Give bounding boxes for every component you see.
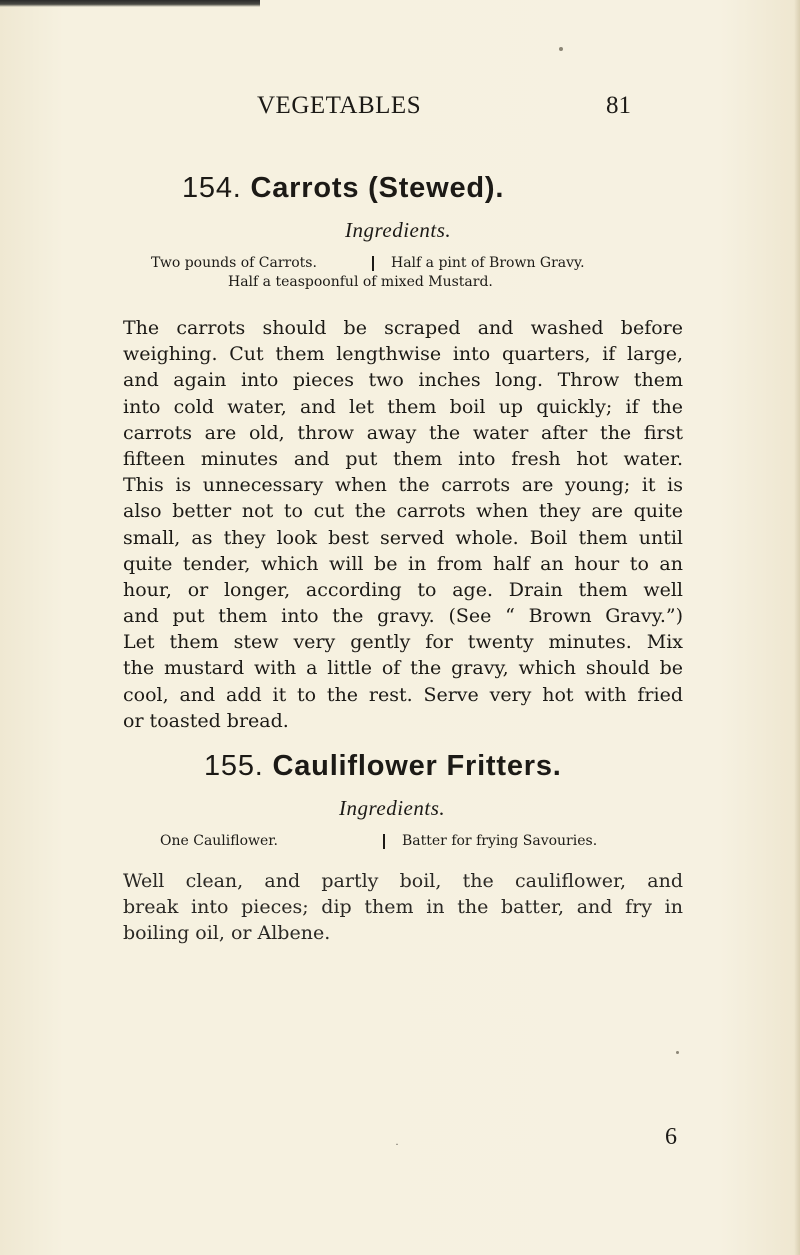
- text-line: and again into pieces two inches long. Throw them: [123, 369, 683, 392]
- text-line: also better not to cut the carrots when they are quite: [123, 500, 683, 523]
- marginal-tick: ·: [395, 1137, 399, 1151]
- text-line: small, as they look best served whole. Boil them until: [123, 526, 683, 549]
- text-line: The carrots should be scraped and washed before: [123, 317, 683, 339]
- paper-speck: [676, 1051, 679, 1054]
- running-head: [0, 92, 800, 124]
- text-line: weighing. Cut them lengthwise into quarters, if large,: [123, 343, 683, 366]
- text-line: into cold water, and let them boil up quickly; if the: [123, 395, 683, 418]
- text-line: quite tender, which will be in from half an hour to an: [123, 552, 683, 575]
- text-line: Well clean, and partly boil, the cauliflower, and: [123, 870, 683, 892]
- recipe-154-method: [123, 315, 683, 734]
- recipe-154-name: Carrots (Stewed).: [250, 172, 505, 204]
- recipe-155-method: [123, 868, 683, 947]
- recipe-155-title: [204, 750, 562, 783]
- recipe-154-ingredient-2: Half a pint of Brown Gravy.: [391, 255, 585, 271]
- text-line: This is unnecessary when the carrots are young; it is: [123, 474, 683, 497]
- recipe-154-ingredients-heading: Ingredients.: [345, 218, 452, 242]
- page-top-edge-shadow: [0, 0, 260, 7]
- text-line: hour, or longer, according to age. Drain them well: [123, 578, 683, 601]
- recipe-154-ingredient-3: Half a teaspoonful of mixed Mustard.: [228, 274, 493, 290]
- text-line: and put them into the gravy. (See “ Brown Gravy.”): [123, 605, 683, 628]
- paper-speck: [559, 47, 563, 51]
- text-line: the mustard with a little of the gravy, which should be: [123, 657, 683, 680]
- recipe-155-number: 155.: [204, 750, 264, 782]
- page-number: 81: [606, 92, 631, 119]
- page-right-edge: [794, 0, 800, 1255]
- recipe-155-ingredient-2: Batter for frying Savouries.: [402, 833, 598, 849]
- text-line: cool, and add it to the rest. Serve very hot with fried: [123, 683, 683, 706]
- running-head-title: VEGETABLES: [257, 92, 422, 119]
- recipe-155-ingredients-heading: Ingredients.: [339, 796, 446, 820]
- recipe-154-ingredient-1: Two pounds of Carrots.: [151, 255, 317, 271]
- text-line: Let them stew very gently for twenty minutes. Mix: [123, 631, 683, 654]
- recipe-155-ingredient-1: One Cauliflower.: [160, 833, 278, 849]
- text-line: or toasted bread.: [123, 709, 289, 732]
- ingredient-column-divider: [383, 834, 385, 849]
- recipe-154-number: 154.: [182, 172, 242, 204]
- text-line: carrots are old, throw away the water after the first: [123, 421, 683, 444]
- ingredient-column-divider: [372, 256, 374, 271]
- text-line: boiling oil, or Albene.: [123, 922, 331, 945]
- text-line: break into pieces; dip them in the batter, and fry in: [123, 896, 683, 919]
- recipe-155-name: Cauliflower Fritters.: [272, 750, 562, 782]
- recipe-154-title: [182, 172, 504, 205]
- text-line: fifteen minutes and put them into fresh hot water.: [123, 447, 683, 470]
- signature-mark: 6: [665, 1124, 677, 1150]
